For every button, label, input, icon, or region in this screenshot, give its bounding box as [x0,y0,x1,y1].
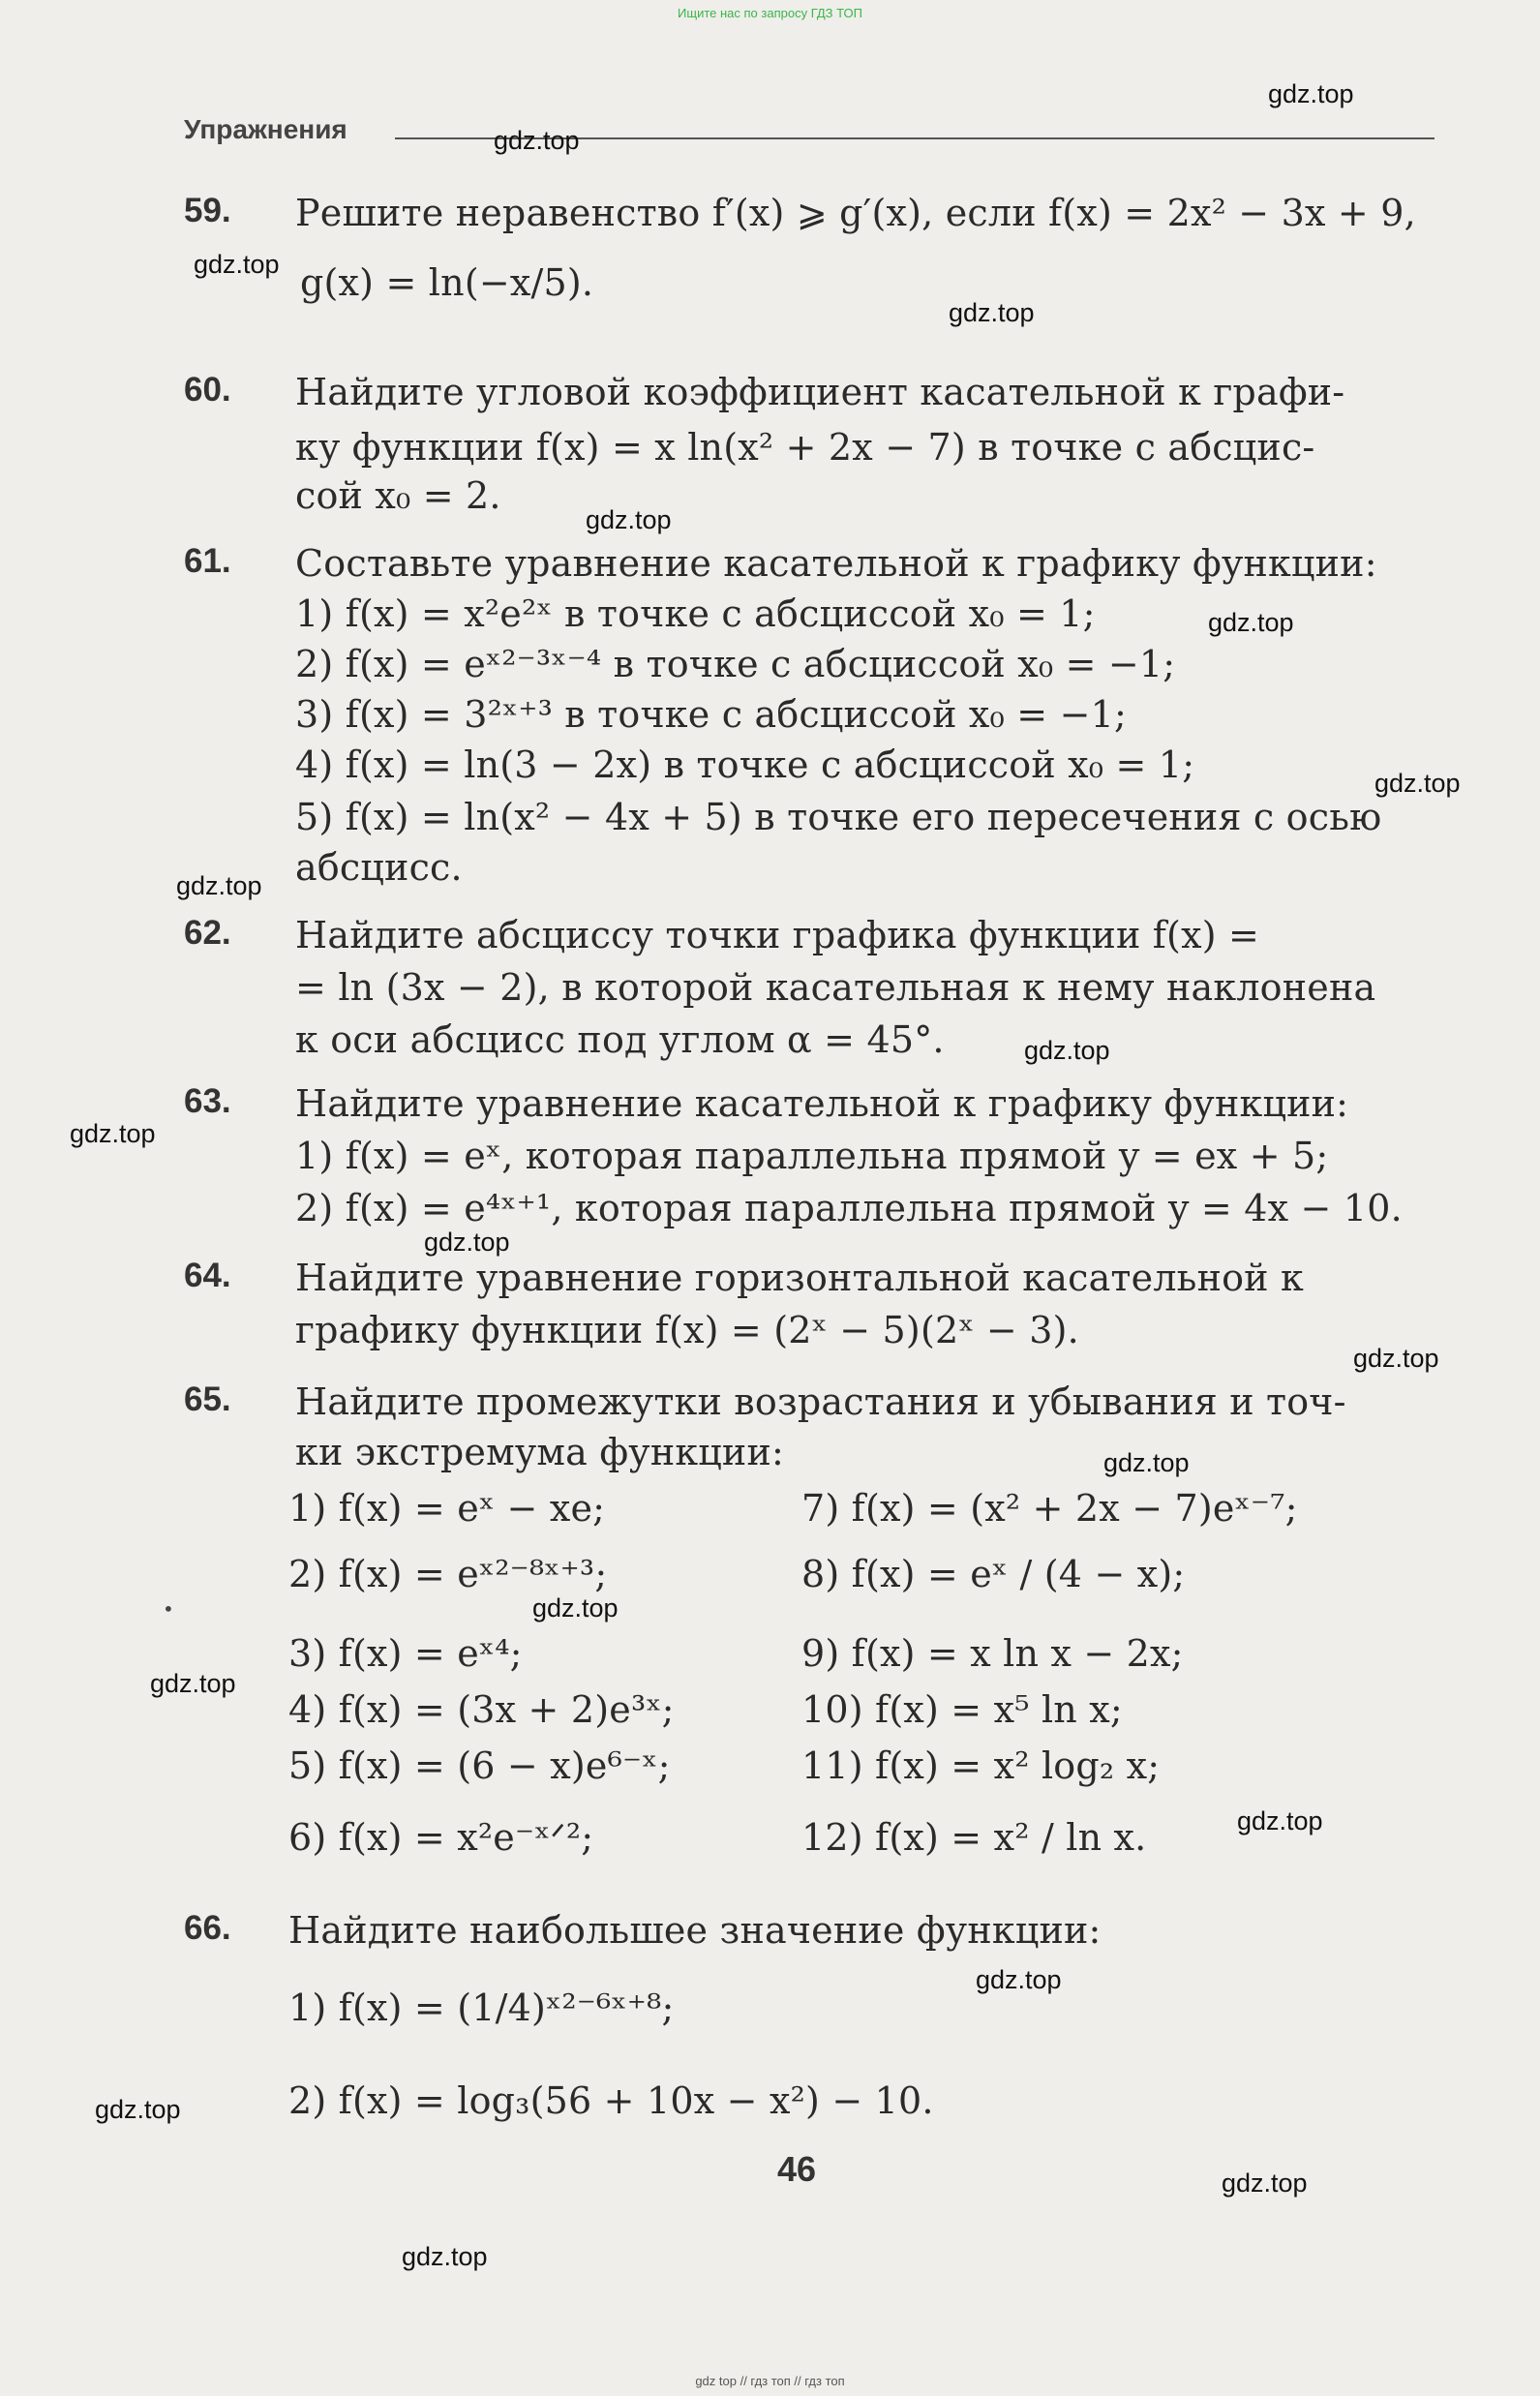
problem-line: абсцисс. [295,846,463,889]
problem-line: = ln (3x − 2), в которой касательная к нему наклонена [295,966,1376,1009]
function-item: 6) f(x) = x²e⁻ˣᐟ²; [288,1816,594,1859]
function-item: 8) f(x) = eˣ / (4 − x); [801,1553,1186,1595]
watermark: gdz.top [1268,79,1354,108]
scan-speck: • [163,1597,174,1621]
problem-line: 2) f(x) = log₃(56 + 10x − x²) − 10. [288,2079,934,2122]
bottom-note: gdz top // гдз топ // гдз топ [695,2374,845,2388]
watermark: gdz.top [194,250,280,279]
problem-line: Найдите уравнение касательной к графику функции: [295,1082,1349,1125]
function-item: 4) f(x) = (3x + 2)e³ˣ; [288,1688,675,1731]
watermark: gdz.top [150,1669,236,1698]
problem-line: Найдите промежутки возрастания и убывания и точ- [295,1380,1346,1423]
problem-number: 61. [184,542,231,580]
problem-line: к оси абсцисс под углом α = 45°. [295,1018,945,1061]
watermark: gdz.top [1024,1036,1110,1065]
problem-line: 1) f(x) = (1/4)ˣ²⁻⁶ˣ⁺⁸; [288,1987,675,2029]
watermark: gdz.top [1374,769,1461,798]
problem-number: 64. [184,1257,231,1294]
problem-line: 1) f(x) = eˣ, которая параллельна прямой y = ex + 5; [295,1135,1329,1177]
watermark: gdz.top [70,1119,156,1148]
problem-line: сой x₀ = 2. [295,474,501,517]
problem-line: 2) f(x) = eˣ²⁻³ˣ⁻⁴ в точке с абсциссой x₀ = −1; [295,643,1176,685]
problem-line: Найдите абсциссу точки графика функции f(x) = [295,914,1260,956]
watermark: gdz.top [586,505,672,534]
watermark: gdz.top [1103,1448,1190,1477]
function-item: 1) f(x) = eˣ − xe; [288,1487,606,1530]
problem-number: 62. [184,914,231,952]
problem-line: 5) f(x) = ln(x² − 4x + 5) в точке его пересечения с осью [295,796,1382,838]
top-note: Ищите нас по запросу ГДЗ ТОП [678,6,862,20]
problem-line: g(x) = ln(−x/5). [300,261,594,304]
problem-line: 3) f(x) = 3²ˣ⁺³ в точке с абсциссой x₀ = −1; [295,693,1127,736]
watermark: gdz.top [1237,1806,1323,1835]
watermark: gdz.top [402,2242,488,2271]
problem-line: графику функции f(x) = (2ˣ − 5)(2ˣ − 3). [295,1309,1079,1351]
function-item: 10) f(x) = x⁵ ln x; [801,1688,1123,1731]
function-item: 11) f(x) = x² log₂ x; [801,1744,1161,1787]
section-title: Упражнения [184,114,347,144]
function-item: 7) f(x) = (x² + 2x − 7)eˣ⁻⁷; [801,1487,1298,1530]
problem-line: 4) f(x) = ln(3 − 2x) в точке с абсциссой x₀ = 1; [295,743,1195,786]
watermark: gdz.top [494,126,580,155]
function-item: 3) f(x) = eˣ⁴; [288,1632,523,1675]
watermark: gdz.top [532,1593,619,1623]
problem-line: ку функции f(x) = x ln(x² + 2x − 7) в точке с абсцис- [295,426,1315,469]
function-item: 9) f(x) = x ln x − 2x; [801,1632,1184,1675]
watermark: gdz.top [176,871,262,900]
problem-line: 2) f(x) = e⁴ˣ⁺¹, которая параллельна прямой y = 4x − 10. [295,1187,1403,1229]
page-number: 46 [777,2149,817,2189]
watermark: gdz.top [424,1228,510,1257]
problem-line: Найдите угловой коэффициент касательной к графи- [295,371,1345,413]
watermark: gdz.top [95,2095,181,2124]
watermark: gdz.top [1222,2169,1308,2198]
watermark: gdz.top [1353,1344,1439,1373]
problem-line: ки экстремума функции: [295,1431,784,1473]
watermark: gdz.top [949,298,1035,327]
problem-number: 63. [184,1082,231,1120]
watermark: gdz.top [976,1965,1062,1994]
watermark: gdz.top [1208,608,1294,637]
function-item: 5) f(x) = (6 − x)e⁶⁻ˣ; [288,1744,671,1787]
problem-line: Составьте уравнение касательной к графику функции: [295,542,1377,585]
problem-number: 66. [184,1909,231,1947]
problem-line: Найдите уравнение горизонтальной касательной к [295,1257,1304,1299]
problem-number: 65. [184,1380,231,1418]
function-item: 12) f(x) = x² / ln x. [801,1816,1147,1859]
function-item: 2) f(x) = eˣ²⁻⁸ˣ⁺³; [288,1553,608,1595]
problem-number: 60. [184,371,231,409]
problem-line: 1) f(x) = x²e²ˣ в точке с абсциссой x₀ = 1; [295,592,1096,635]
problem-line: Решите неравенство f′(x) ⩾ g′(x), если f(x) = 2x² − 3x + 9, [295,192,1416,234]
problem-number: 59. [184,192,231,229]
problem-line: Найдите наибольшее значение функции: [288,1909,1102,1952]
